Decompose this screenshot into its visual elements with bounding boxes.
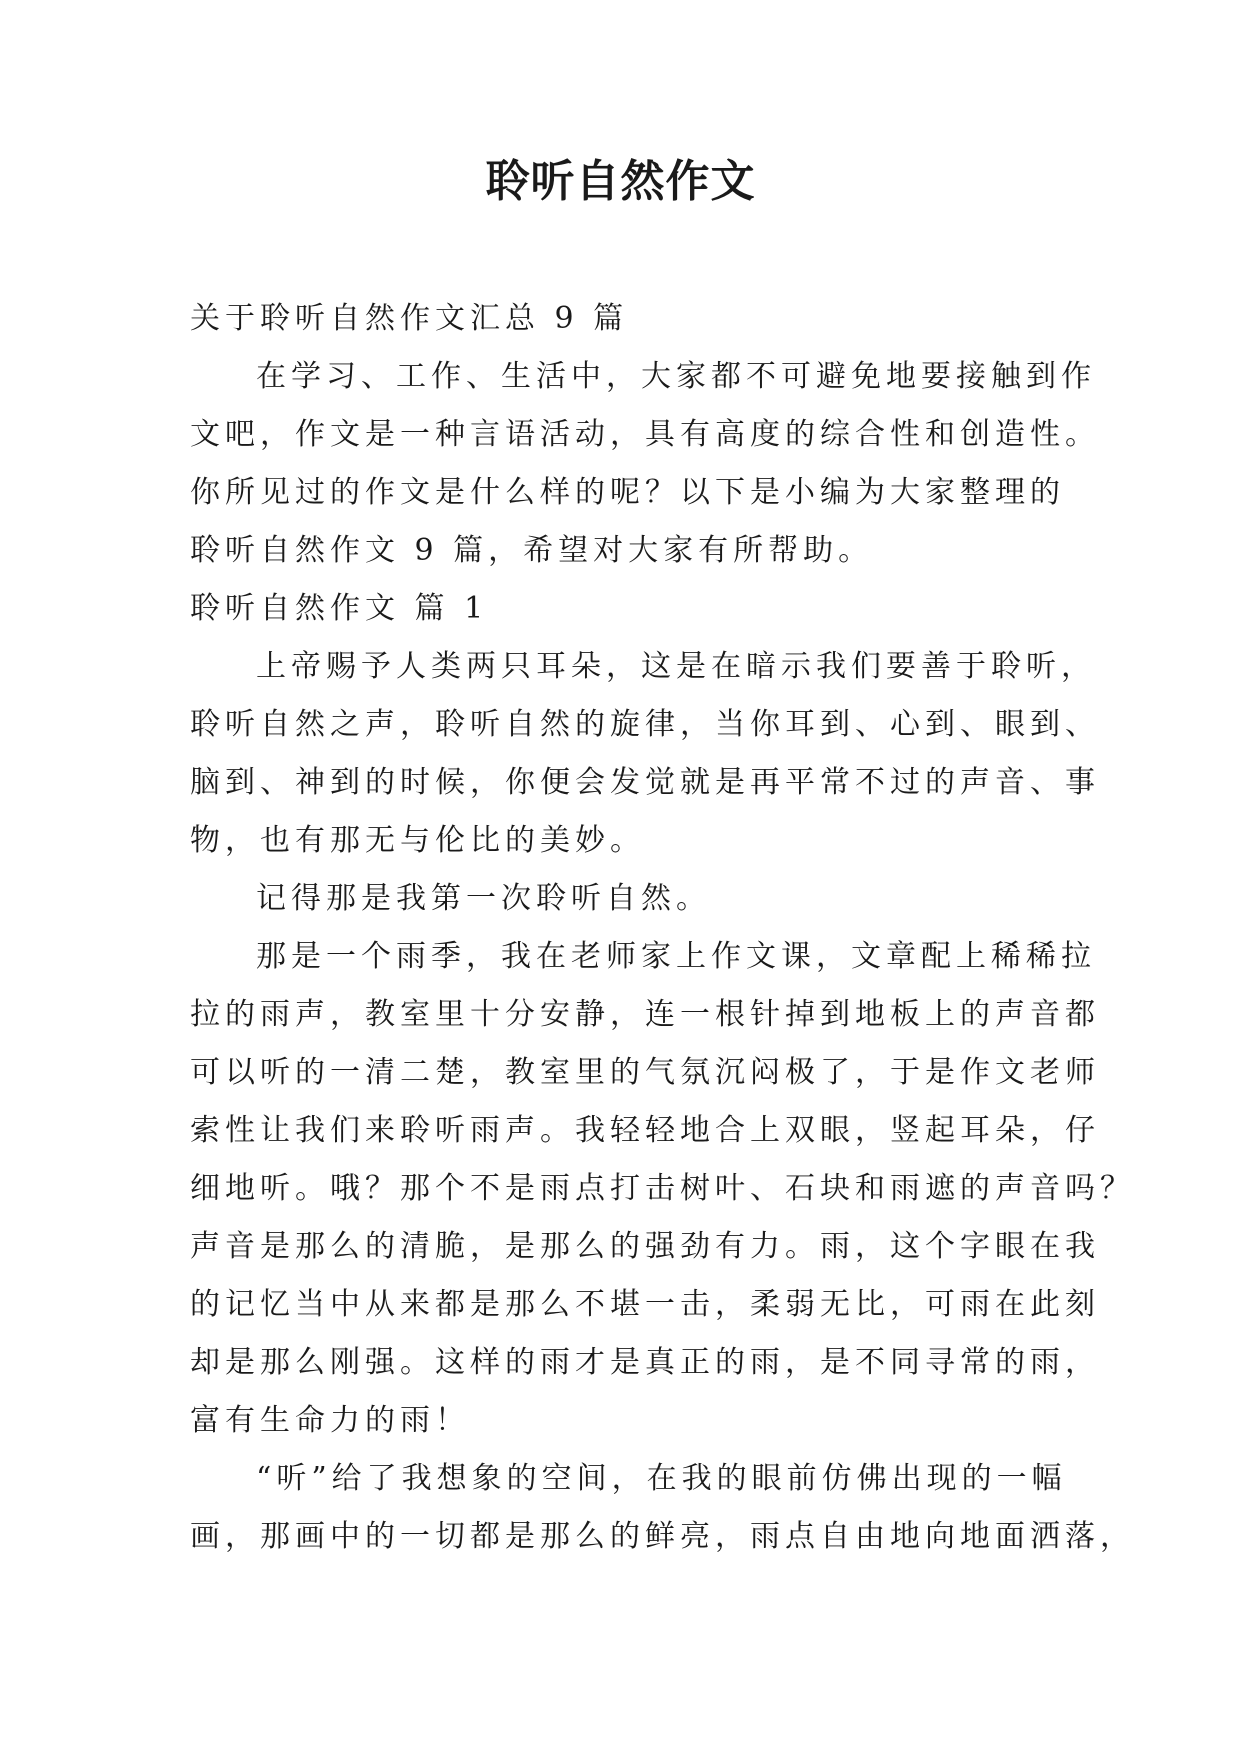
document-body bbox=[190, 290, 1135, 1566]
text-line: 关于聆听自然作文汇总 9 篇 bbox=[190, 301, 629, 336]
text-line: 物，也有那无与伦比的美妙。 bbox=[190, 823, 645, 858]
text-line: 画，那画中的一切都是那么的鲜亮，雨点自由地向地面洒落， bbox=[190, 1519, 1135, 1554]
page-title: 聆听自然作文 bbox=[485, 156, 756, 207]
text-line: 细地听。哦？那个不是雨点打击树叶、石块和雨遮的声音吗？ bbox=[190, 1171, 1135, 1206]
text-line: 在学习、工作、生活中，大家都不可避免地要接触到作 bbox=[256, 359, 1096, 394]
text-line: 那是一个雨季，我在老师家上作文课，文章配上稀稀拉 bbox=[256, 939, 1096, 974]
text-line: 记得那是我第一次聆听自然。 bbox=[256, 881, 711, 916]
text-line: 声音是那么的清脆，是那么的强劲有力。雨，这个字眼在我 bbox=[190, 1229, 1100, 1264]
text-line: “听”给了我想象的空间，在我的眼前仿佛出现的一幅 bbox=[256, 1461, 1067, 1496]
text-line: 富有生命力的雨！ bbox=[190, 1403, 470, 1438]
text-line: 拉的雨声，教室里十分安静，连一根针掉到地板上的声音都 bbox=[190, 997, 1100, 1032]
text-line: 可以听的一清二楚，教室里的气氛沉闷极了，于是作文老师 bbox=[190, 1055, 1100, 1090]
section-heading: 聆听自然作文 篇 1 bbox=[190, 591, 489, 626]
text-line: 你所见过的作文是什么样的呢？以下是小编为大家整理的 bbox=[190, 475, 1065, 510]
text-line: 脑到、神到的时候，你便会发觉就是再平常不过的声音、事 bbox=[190, 765, 1100, 800]
text-line: 索性让我们来聆听雨声。我轻轻地合上双眼，竖起耳朵，仔 bbox=[190, 1113, 1100, 1148]
text-line: 的记忆当中从来都是那么不堪一击，柔弱无比，可雨在此刻 bbox=[190, 1287, 1100, 1322]
text-line: 聆听自然作文 9 篇，希望对大家有所帮助。 bbox=[190, 533, 874, 568]
text-line: 却是那么刚强。这样的雨才是真正的雨，是不同寻常的雨， bbox=[190, 1345, 1100, 1380]
text-line: 上帝赐予人类两只耳朵，这是在暗示我们要善于聆听， bbox=[256, 649, 1096, 684]
text-line: 文吧，作文是一种言语活动，具有高度的综合性和创造性。 bbox=[190, 417, 1100, 452]
text-line: 聆听自然之声，聆听自然的旋律，当你耳到、心到、眼到、 bbox=[190, 707, 1100, 742]
